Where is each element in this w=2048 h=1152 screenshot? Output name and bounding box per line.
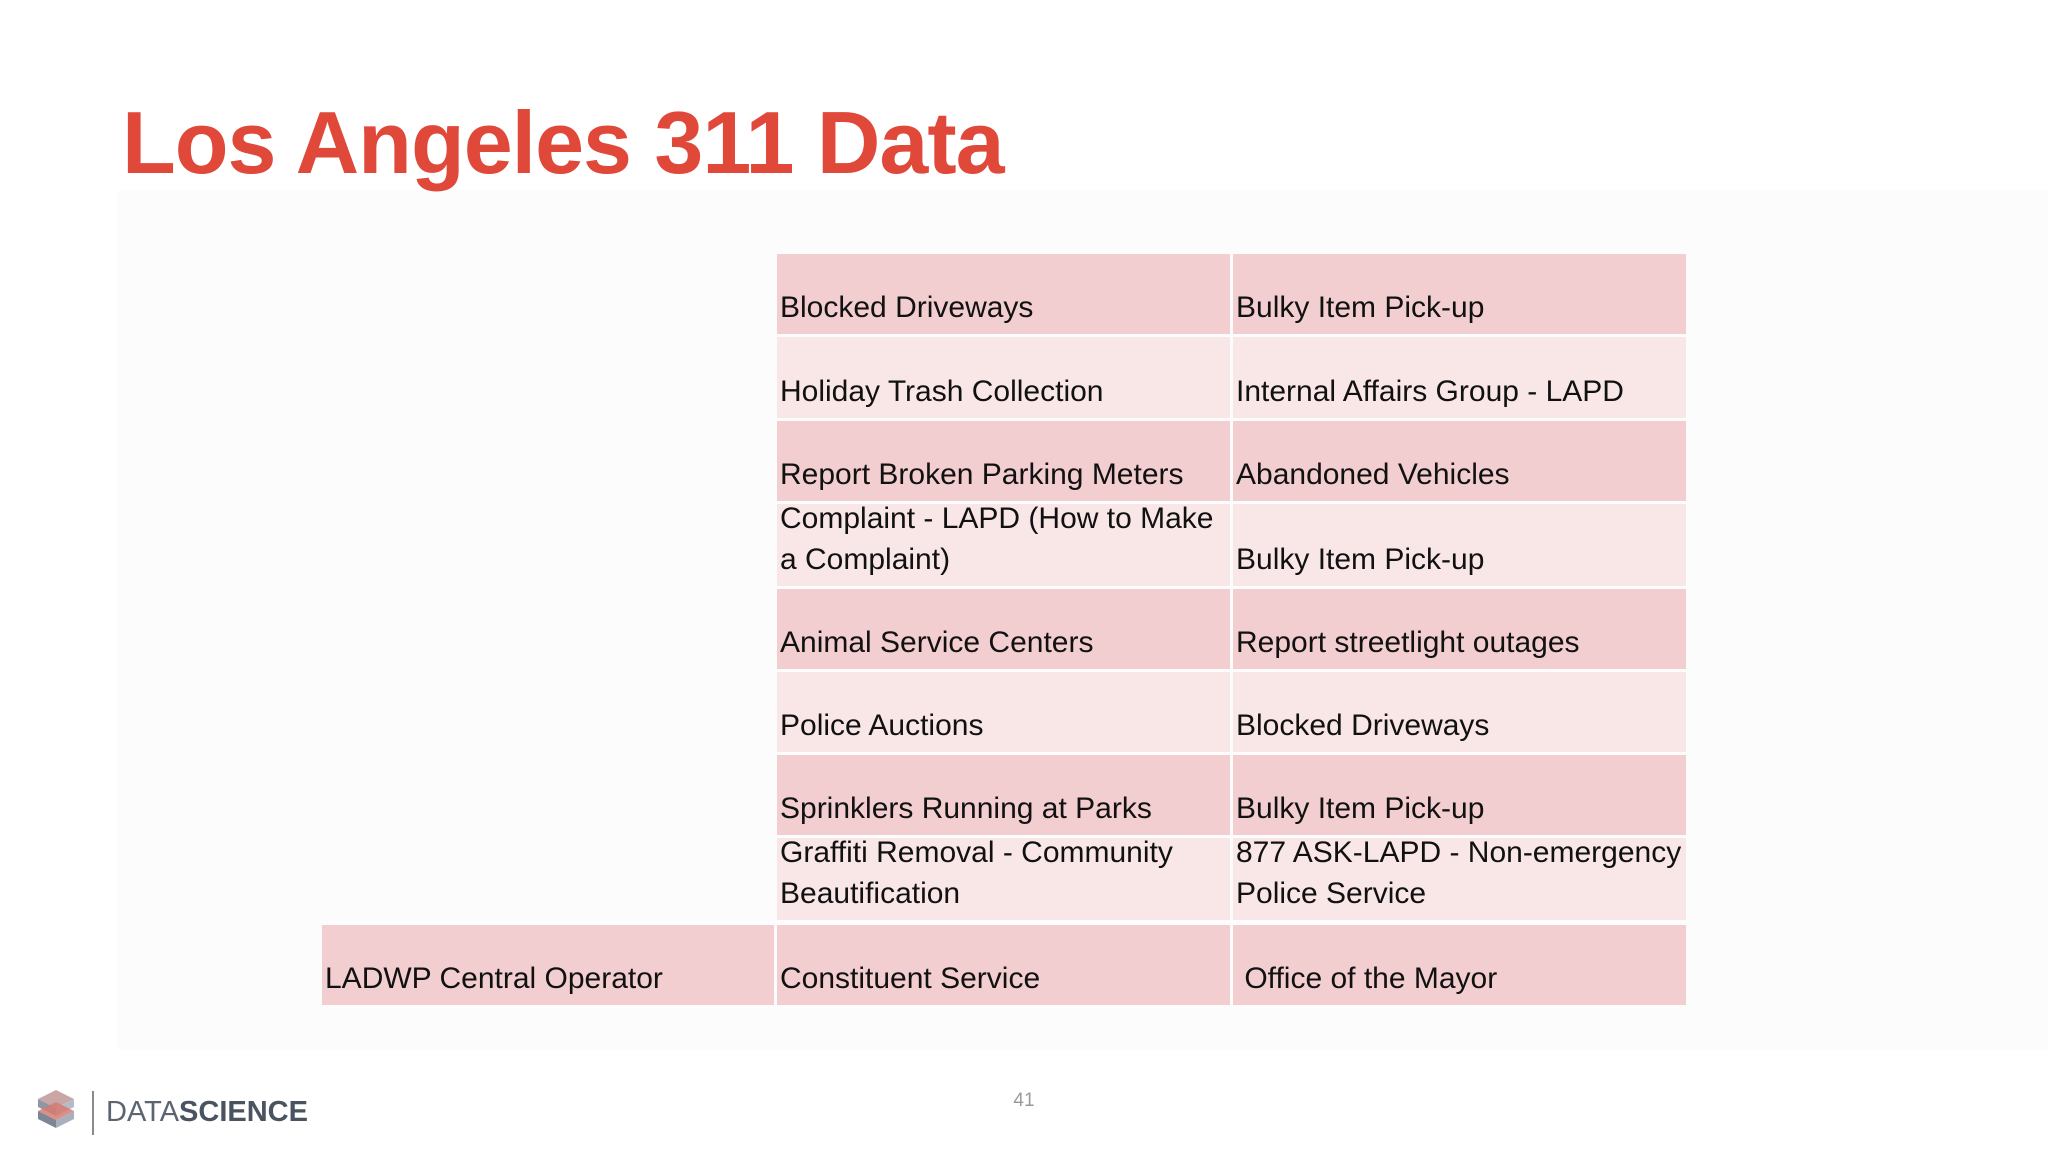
table-cell: Complaint - LAPD (How to Make a Complaint) — [777, 504, 1230, 586]
slide-title: Los Angeles 311 Data — [122, 93, 1004, 192]
page-number: 41 — [1013, 1090, 1035, 1111]
table-cell: Graffiti Removal - Community Beautification — [777, 838, 1230, 920]
logo-divider — [92, 1091, 94, 1135]
brand-wordmark: DATASCIENCE — [106, 1096, 308, 1128]
table-cell: LADWP Central Operator — [322, 925, 774, 1005]
table-cell: Sprinklers Running at Parks — [777, 755, 1230, 835]
table-cell: Office of the Mayor — [1233, 925, 1686, 1005]
table-cell: Blocked Driveways — [777, 254, 1230, 334]
table-cell: Blocked Driveways — [1233, 672, 1686, 752]
table-cell: Constituent Service — [777, 925, 1230, 1005]
table-cell: Animal Service Centers — [777, 589, 1230, 669]
cube-stack-icon — [32, 1086, 80, 1139]
table-cell: Internal Affairs Group - LAPD — [1233, 337, 1686, 418]
table-cell: Report streetlight outages — [1233, 589, 1686, 669]
table-cell: Bulky Item Pick-up — [1233, 504, 1686, 586]
table-cell: Holiday Trash Collection — [777, 337, 1230, 418]
table-cell: Abandoned Vehicles — [1233, 421, 1686, 501]
footer-logo — [32, 1086, 308, 1139]
table-cell: Police Auctions — [777, 672, 1230, 752]
table-cell: 877 ASK-LAPD - Non-emergency Police Service — [1233, 838, 1686, 920]
table-cell: Bulky Item Pick-up — [1233, 755, 1686, 835]
table-cell: Bulky Item Pick-up — [1233, 254, 1686, 334]
table-cell: Report Broken Parking Meters — [777, 421, 1230, 501]
